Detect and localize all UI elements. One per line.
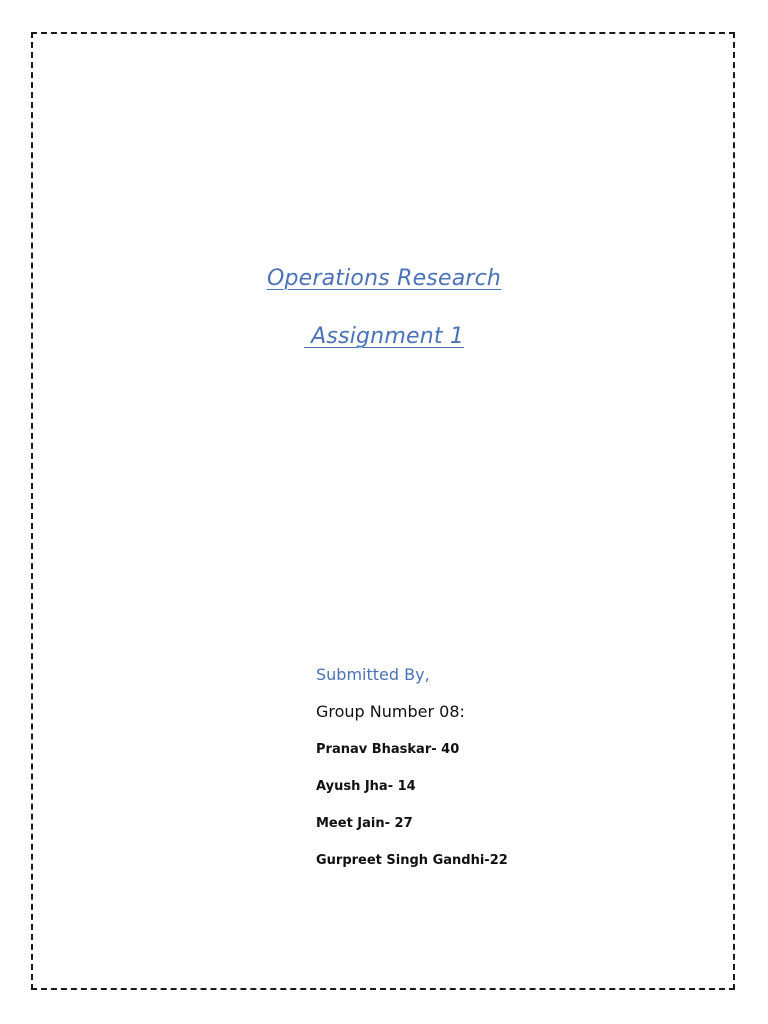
group-number: Group Number 08: xyxy=(316,702,465,721)
member-name: Ayush Jha- 14 xyxy=(316,779,416,794)
document-title: Operations Research xyxy=(266,266,502,291)
document-subtitle: Assignment 1 xyxy=(303,324,465,349)
member-name: Pranav Bhaskar- 40 xyxy=(316,742,460,757)
submission-block xyxy=(316,664,696,888)
member-name: Gurpreet Singh Gandhi-22 xyxy=(316,853,508,868)
member-name: Meet Jain- 27 xyxy=(316,816,413,831)
submitted-by-label: Submitted By, xyxy=(316,665,430,684)
